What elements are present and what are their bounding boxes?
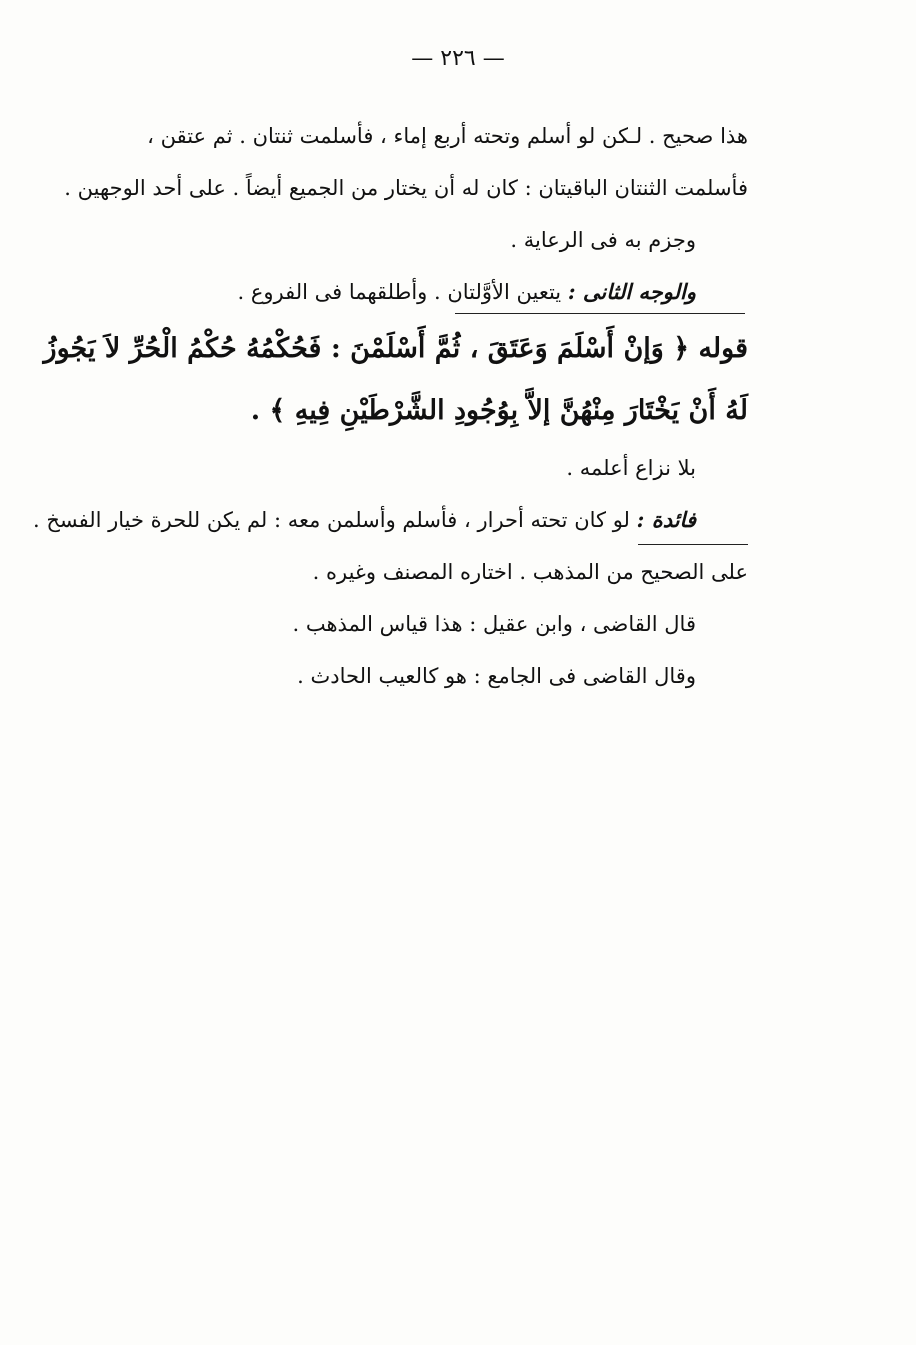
paragraph-line: قال القاضى ، وابن عقيل : هذا قياس المذهب . — [292, 612, 696, 636]
quoted-text-line: لَهُ أَنْ يَخْتَارَ مِنْهُنَّ إلاَّ بِوُجُودِ الشَّرْطَيْنِ فِيهِ ﴾ . — [250, 395, 748, 426]
body-text — [32, 110, 748, 702]
paragraph-line: على الصحيح من المذهب . اختاره المصنف وغيره . — [312, 560, 748, 584]
line-text: يتعين الأوَّلتان . وأطلقهما فى الفروع . — [237, 280, 568, 304]
paragraph-line — [98, 266, 748, 318]
section-term: والوجه الثانى : — [567, 279, 696, 304]
paragraph-line: فأسلمت الثنتان الباقيتان : كان له أن يختار من الجميع أيضاً . على أحد الوجهين . — [64, 176, 748, 200]
paragraph-line: بلا نزاع أعلمه . — [566, 456, 696, 480]
quoted-text-line: قوله ﴿ وَإنْ أَسْلَمَ وَعَتَقَ ، ثُمَّ أَسْلَمْنَ : فَحُكْمُهُ حُكْمُ الْحُرِّ لاَ يَجُوزُ — [43, 333, 748, 364]
paragraph-line: وجزم به فى الرعاية . — [510, 228, 696, 252]
section-term: فائدة : — [636, 507, 696, 532]
paragraph-line: هذا صحيح . لـكن لو أسلم وتحته أربع إماء ، فأسلمت ثنتان . ثم عتقن ، — [147, 124, 748, 148]
line-text: لو كان تحته أحرار ، فأسلم وأسلمن معه : لم يكن للحرة خيار الفسخ . — [32, 508, 637, 532]
paragraph-line: وقال القاضى فى الجامع : هو كالعيب الحادث . — [297, 664, 696, 688]
page-number: — ٢٢٦ — — [411, 46, 505, 71]
paragraph-line — [32, 494, 748, 546]
